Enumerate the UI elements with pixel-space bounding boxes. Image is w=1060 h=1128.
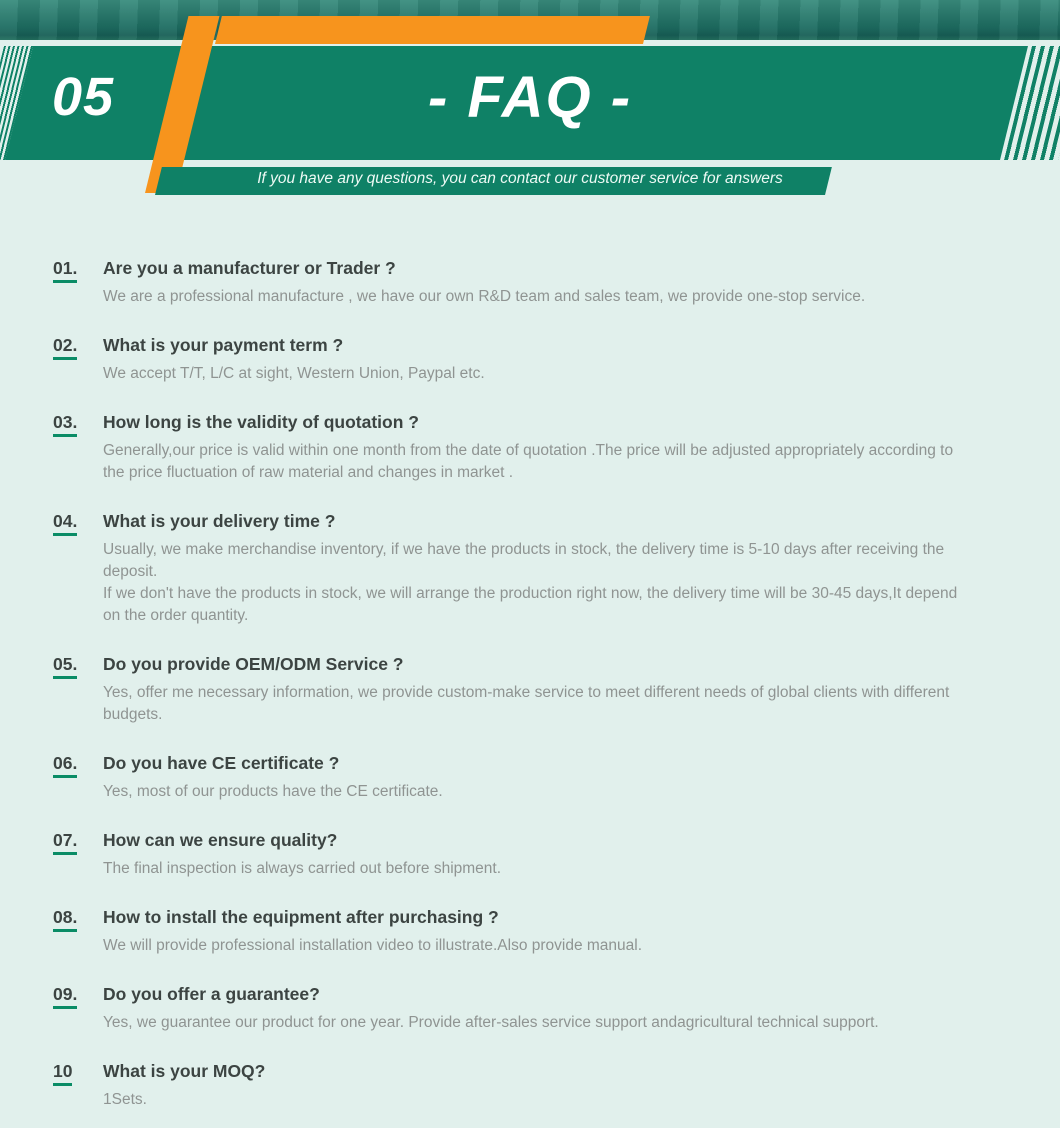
faq-answer (103, 286, 865, 308)
faq-answer (103, 781, 443, 803)
faq-number-column (53, 335, 103, 385)
faq-body (103, 258, 865, 308)
faq-number-column (53, 984, 103, 1034)
faq-item (53, 753, 1060, 803)
faq-answer-line: If we don't have the products in stock, we will arrange the production right now, the delivery time will be 30-45 days,It depend on the order quantity. (103, 585, 958, 624)
faq-answer-line: Yes, offer me necessary information, we provide custom-make service to meet different needs of global clients with different budgets. (103, 684, 950, 723)
faq-answer-line: The final inspection is always carried out before shipment. (103, 860, 502, 877)
page-title: - FAQ - (427, 65, 633, 130)
faq-answer-line: 1Sets. (103, 1091, 147, 1108)
faq-item (53, 258, 1060, 308)
faq-answer (103, 363, 485, 385)
faq-number: 03. (53, 412, 77, 437)
faq-number: 07. (53, 830, 77, 855)
faq-item (53, 907, 1060, 957)
faq-question: What is your MOQ? (103, 1061, 266, 1081)
faq-number: 09. (53, 984, 77, 1009)
faq-body (103, 753, 443, 803)
faq-number: 05. (53, 654, 77, 679)
faq-header (0, 0, 1060, 197)
faq-body (103, 984, 879, 1034)
faq-number: 08. (53, 907, 77, 932)
orange-accent-bar (215, 16, 650, 44)
faq-number: 06. (53, 753, 77, 778)
faq-question: How can we ensure quality? (103, 830, 338, 850)
faq-number-column (53, 753, 103, 803)
faq-body (103, 654, 975, 726)
faq-question: How long is the validity of quotation ? (103, 412, 419, 432)
faq-question: How to install the equipment after purchasing ? (103, 907, 499, 927)
faq-body (103, 412, 975, 484)
faq-answer (103, 440, 975, 484)
faq-answer-line: We accept T/T, L/C at sight, Western Union, Paypal etc. (103, 365, 485, 382)
faq-question: Do you offer a guarantee? (103, 984, 320, 1004)
faq-number-column (53, 907, 103, 957)
faq-item (53, 654, 1060, 726)
faq-number-column (53, 511, 103, 627)
faq-answer (103, 539, 975, 627)
faq-answer-line: Yes, we guarantee our product for one year. Provide after-sales service support andagricultural technical support. (103, 1014, 879, 1031)
faq-body (103, 830, 501, 880)
faq-answer-line: We will provide professional installation video to illustrate.Also provide manual. (103, 937, 643, 954)
faq-item (53, 830, 1060, 880)
faq-answer-line: Generally,our price is valid within one month from the date of quotation .The price will be adjusted appropriately according to the price fluctuation of raw material and changes in market . (103, 442, 954, 481)
faq-number: 02. (53, 335, 77, 360)
faq-body (103, 1061, 265, 1111)
faq-answer-line: Yes, most of our products have the CE certificate. (103, 783, 443, 800)
faq-list (0, 258, 1060, 1111)
faq-question: Are you a manufacturer or Trader ? (103, 258, 396, 278)
subtitle-text: If you have any questions, you can contact our customer service for answers (257, 170, 783, 187)
faq-answer (103, 1089, 265, 1111)
faq-body (103, 907, 642, 957)
faq-answer-line: Usually, we make merchandise inventory, if we have the products in stock, the delivery time is 5-10 days after receiving the deposit. (103, 541, 945, 580)
faq-item (53, 335, 1060, 385)
faq-answer (103, 682, 975, 726)
faq-answer (103, 1012, 879, 1034)
faq-question: Do you have CE certificate ? (103, 753, 340, 773)
faq-number-column (53, 258, 103, 308)
faq-number: 10 (53, 1061, 72, 1086)
faq-answer (103, 935, 642, 957)
faq-number-column (53, 830, 103, 880)
faq-item (53, 984, 1060, 1034)
section-number: 05 (52, 67, 115, 127)
faq-number-column (53, 412, 103, 484)
faq-item (53, 1061, 1060, 1111)
faq-answer (103, 858, 501, 880)
faq-number: 01. (53, 258, 77, 283)
faq-body (103, 511, 975, 627)
faq-answer-line: We are a professional manufacture , we have our own R&D team and sales team, we provide one-stop service. (103, 288, 866, 305)
faq-item (53, 412, 1060, 484)
faq-question: Do you provide OEM/ODM Service ? (103, 654, 404, 674)
faq-question: What is your delivery time ? (103, 511, 336, 531)
faq-number-column (53, 1061, 103, 1111)
faq-number-column (53, 654, 103, 726)
faq-body (103, 335, 485, 385)
faq-question: What is your payment term ? (103, 335, 344, 355)
faq-item (53, 511, 1060, 627)
faq-number: 04. (53, 511, 77, 536)
